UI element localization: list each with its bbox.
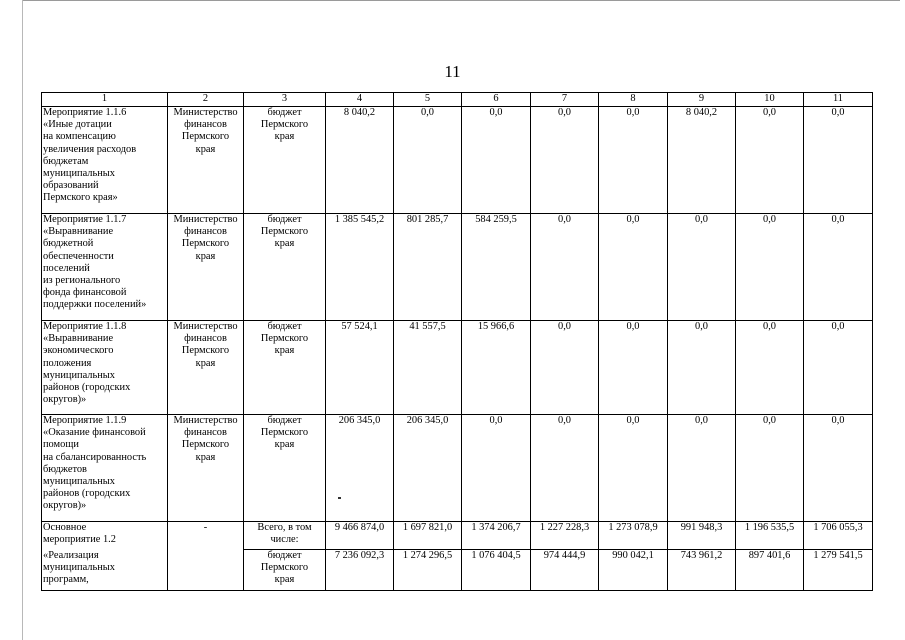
event-name-line: «Выравнивание [43, 333, 114, 345]
table-row [42, 321, 873, 415]
value-cell: 0,0 [804, 321, 873, 415]
main-event-name-line: Основное [43, 522, 87, 533]
event-name-line: Пермского края» [43, 192, 118, 204]
column-header: 3 [244, 93, 326, 107]
column-header: 7 [531, 93, 599, 107]
executor-line: Министерство [173, 415, 238, 426]
event-name-line: обеспеченности [43, 250, 114, 262]
value-cell: 8 040,2 [668, 107, 736, 214]
executor-line: Пермского [181, 131, 230, 143]
budget-value-cell: 897 401,6 [736, 550, 804, 591]
value-cell: 206 345,0 [394, 415, 462, 522]
value-cell: 206 345,0 [326, 415, 394, 522]
executor-cell [168, 107, 244, 214]
page-number: 11 [444, 62, 461, 81]
event-name-line: «Оказание финансовой [43, 427, 146, 439]
value-cell: 0,0 [462, 107, 531, 214]
funding-source-line: Пермского [260, 119, 309, 131]
event-name-line: фонда финансовой [43, 287, 127, 299]
column-header: 11 [804, 93, 873, 107]
budget-value-cell: 1 076 404,5 [462, 550, 531, 591]
executor-cell [168, 214, 244, 321]
header-row [42, 93, 873, 107]
event-name-line: районов (городских [43, 488, 131, 500]
table-row [42, 415, 873, 522]
value-cell: 0,0 [736, 107, 804, 214]
event-name-line: районов (городских [43, 382, 131, 394]
executor-line: края [195, 451, 216, 463]
funding-source-line: бюджет [267, 107, 302, 118]
executor-line: Пермского [181, 439, 230, 451]
event-name-line: Мероприятие 1.1.8 [43, 321, 127, 332]
executor-cell [168, 415, 244, 522]
event-name-line: на компенсацию [43, 131, 116, 143]
budget-value-cell: 743 961,2 [668, 550, 736, 591]
event-name-cell [42, 321, 168, 415]
page-top-border [22, 0, 900, 1]
budget-value-cell: 1 274 296,5 [394, 550, 462, 591]
funding-source-line: Всего, в том [257, 522, 312, 533]
event-name-line: бюджетной [43, 238, 94, 250]
budget-value-cell: 1 279 541,5 [804, 550, 873, 591]
event-name-line: из регионального [43, 275, 121, 287]
funding-source-line: Пермского [260, 427, 309, 439]
event-name-cell [42, 107, 168, 214]
event-name-line: на сбалансированность [43, 451, 147, 463]
value-cell: 0,0 [531, 107, 599, 214]
column-header: 6 [462, 93, 531, 107]
total-value-cell: 1 227 228,3 [531, 522, 599, 550]
event-name-line: округов)» [43, 500, 87, 512]
table-row [42, 522, 873, 550]
total-value-cell: 1 374 206,7 [462, 522, 531, 550]
budget-value-cell: 974 444,9 [531, 550, 599, 591]
event-name-line: муниципальных [43, 168, 115, 180]
event-name-line: муниципальных [43, 476, 115, 488]
executor-cell [168, 321, 244, 415]
budget-value-cell: 7 236 092,3 [326, 550, 394, 591]
funding-source-cell [244, 415, 326, 522]
total-value-cell: 9 466 874,0 [326, 522, 394, 550]
executor-line: Министерство [173, 107, 238, 118]
event-name-line: округов)» [43, 394, 87, 406]
table-row [42, 550, 873, 591]
budget-value-cell: 990 042,1 [599, 550, 668, 591]
event-name-line: помощи [43, 439, 79, 451]
total-value-cell: 991 948,3 [668, 522, 736, 550]
budget-table [41, 92, 873, 591]
value-cell: 0,0 [462, 415, 531, 522]
funding-source-cell [244, 522, 326, 550]
main-event-name-line: «Реализация [43, 549, 99, 561]
executor-line: края [195, 143, 216, 155]
event-name-line: поселений [43, 262, 90, 274]
event-name-line: образований [43, 180, 99, 192]
event-name-line: бюджетов [43, 463, 87, 475]
column-header: 8 [599, 93, 668, 107]
total-value-cell: 1 196 535,5 [736, 522, 804, 550]
value-cell: 15 966,6 [462, 321, 531, 415]
column-header: 9 [668, 93, 736, 107]
event-name-cell [42, 415, 168, 522]
value-cell: 0,0 [531, 214, 599, 321]
event-name-line: муниципальных [43, 369, 115, 381]
funding-source-line: Пермского [260, 562, 309, 574]
funding-source-line: края [274, 345, 295, 357]
scan-speck [338, 497, 341, 499]
value-cell: 0,0 [668, 415, 736, 522]
event-name-line: «Иные дотации [43, 119, 112, 131]
funding-source-line: края [274, 574, 295, 586]
executor-line: края [195, 357, 216, 369]
column-header: 4 [326, 93, 394, 107]
column-header: 1 [42, 93, 168, 107]
main-event-name-line: программ, [43, 573, 89, 585]
funding-source-line: Пермского [260, 333, 309, 345]
event-name-line: Мероприятие 1.1.7 [43, 214, 127, 225]
value-cell: 0,0 [599, 107, 668, 214]
funding-source-line: Пермского [260, 226, 309, 238]
value-cell: 8 040,2 [326, 107, 394, 214]
executor-line: Пермского [181, 345, 230, 357]
column-header: 10 [736, 93, 804, 107]
value-cell: 0,0 [736, 415, 804, 522]
column-header: 5 [394, 93, 462, 107]
table-row [42, 214, 873, 321]
executor-line: Пермского [181, 238, 230, 250]
funding-source-line: бюджет [267, 415, 302, 426]
main-event-name-line: мероприятие 1.2 [43, 534, 116, 546]
funding-source-cell [244, 107, 326, 214]
value-cell: 1 385 545,2 [326, 214, 394, 321]
event-name-line: бюджетам [43, 155, 89, 167]
executor-line: финансов [184, 119, 227, 131]
value-cell: 0,0 [394, 107, 462, 214]
executor-line: финансов [184, 226, 227, 238]
total-value-cell: 1 273 078,9 [599, 522, 668, 550]
event-name-line: положения [43, 357, 92, 369]
funding-source-line: края [274, 131, 295, 143]
value-cell: 0,0 [736, 214, 804, 321]
main-event-executor-cell-continued [168, 550, 244, 591]
funding-source-line: числе: [270, 534, 299, 546]
main-event-executor-cell: - [168, 522, 244, 550]
value-cell: 0,0 [599, 415, 668, 522]
value-cell: 0,0 [736, 321, 804, 415]
funding-source-line: бюджет [267, 550, 302, 561]
funding-source-cell [244, 550, 326, 591]
event-name-cell [42, 214, 168, 321]
value-cell: 0,0 [804, 415, 873, 522]
executor-line: финансов [184, 333, 227, 345]
funding-source-cell [244, 214, 326, 321]
funding-source-line: края [274, 439, 295, 451]
value-cell: 0,0 [804, 107, 873, 214]
value-cell: 584 259,5 [462, 214, 531, 321]
funding-source-line: бюджет [267, 214, 302, 225]
value-cell: 0,0 [668, 321, 736, 415]
main-event-name-line: муниципальных [43, 561, 115, 573]
column-header: 2 [168, 93, 244, 107]
event-name-line: «Выравнивание [43, 226, 114, 238]
executor-line: края [195, 250, 216, 262]
value-cell: 0,0 [668, 214, 736, 321]
value-cell: 0,0 [599, 321, 668, 415]
event-name-line: увеличения расходов [43, 143, 137, 155]
total-value-cell: 1 706 055,3 [804, 522, 873, 550]
funding-source-line: края [274, 238, 295, 250]
page-left-border [22, 0, 23, 640]
event-name-line: Мероприятие 1.1.9 [43, 415, 127, 426]
executor-line: Министерство [173, 214, 238, 225]
funding-source-cell [244, 321, 326, 415]
executor-line: Министерство [173, 321, 238, 332]
value-cell: 41 557,5 [394, 321, 462, 415]
event-name-line: поддержки поселений» [43, 299, 147, 311]
executor-line: финансов [184, 427, 227, 439]
event-name-line: Мероприятие 1.1.6 [43, 107, 127, 118]
main-event-name-cell-continued [42, 550, 168, 591]
event-name-line: экономического [43, 345, 114, 357]
value-cell: 0,0 [531, 321, 599, 415]
value-cell: 0,0 [599, 214, 668, 321]
value-cell: 57 524,1 [326, 321, 394, 415]
table-row [42, 107, 873, 214]
total-value-cell: 1 697 821,0 [394, 522, 462, 550]
funding-source-line: бюджет [267, 321, 302, 332]
value-cell: 0,0 [804, 214, 873, 321]
value-cell: 0,0 [531, 415, 599, 522]
main-event-name-cell [42, 522, 168, 550]
value-cell: 801 285,7 [394, 214, 462, 321]
